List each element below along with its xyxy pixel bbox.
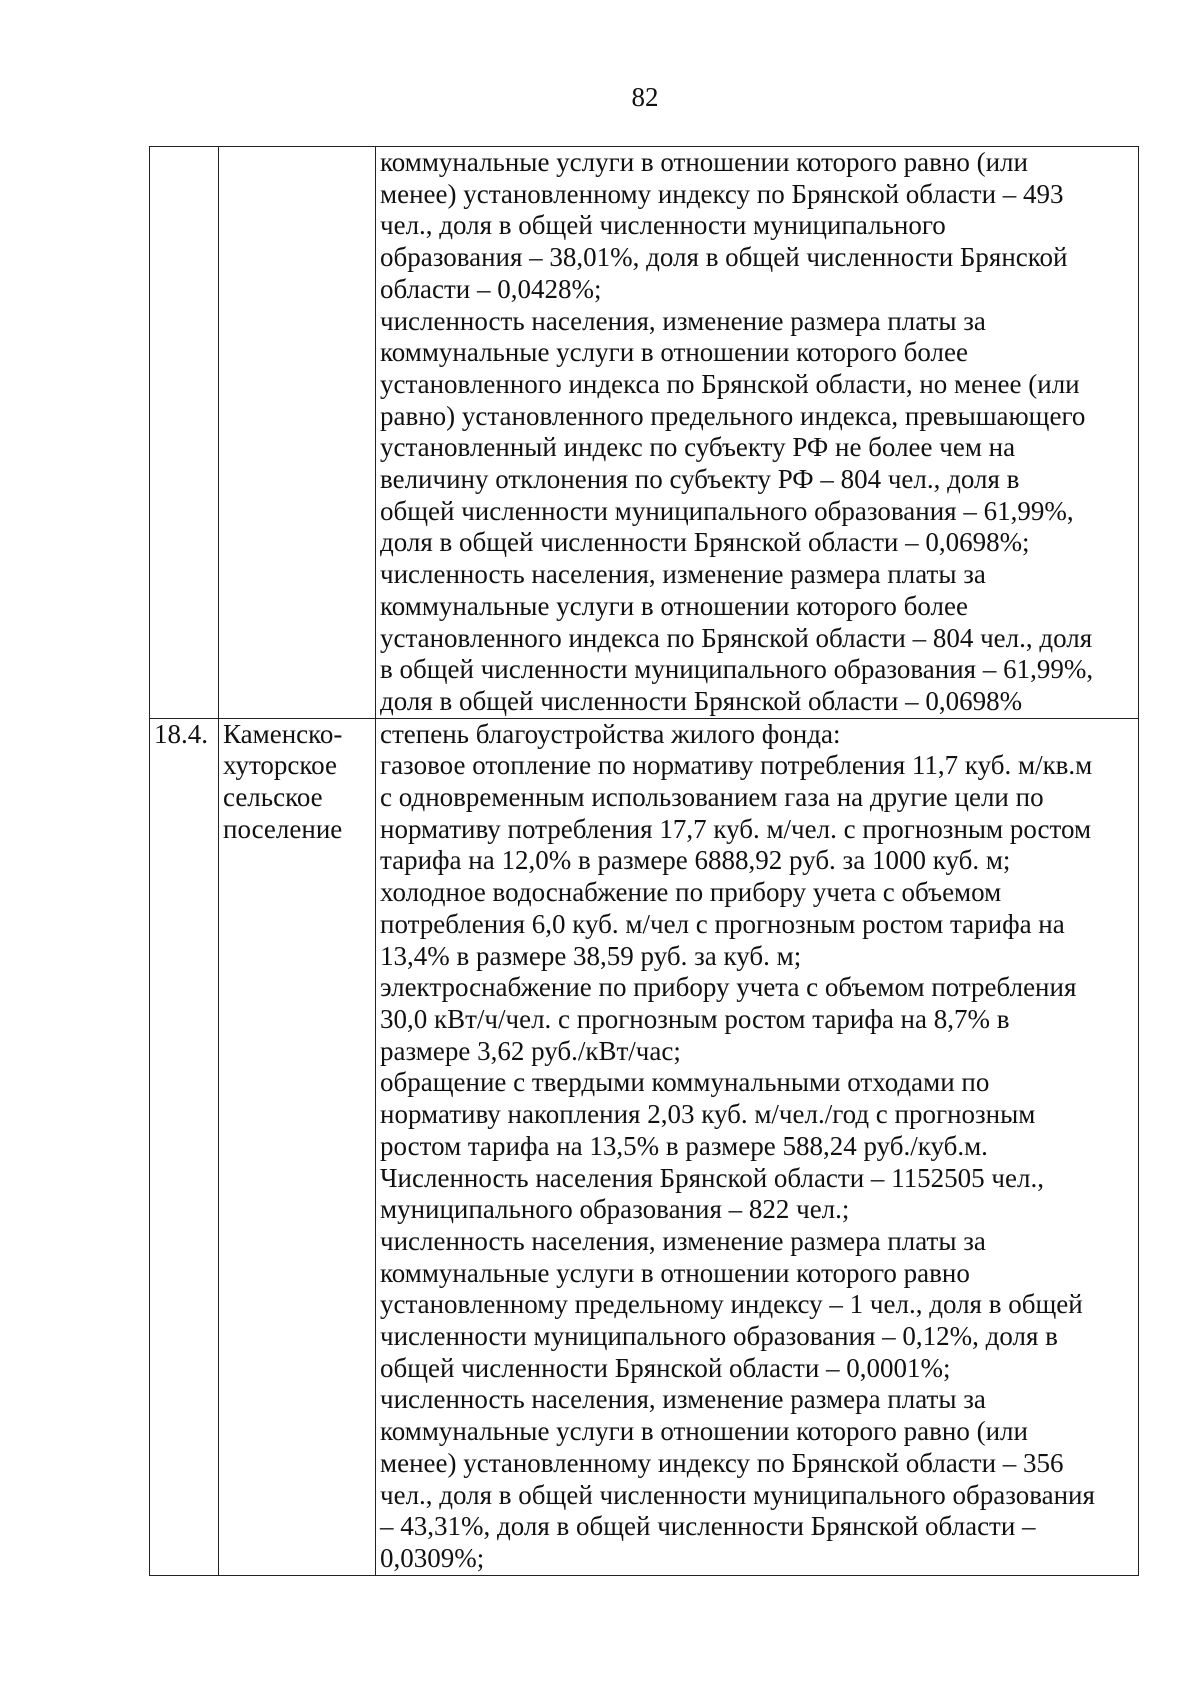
text-line: чел., доля в общей численности муниципального (380, 210, 946, 241)
text-line: холодное водоснабжение по прибору учета с объемом (380, 877, 1002, 908)
text-line: чел., доля в общей численности муниципального образования (380, 1479, 1095, 1510)
settlement-name-cell (219, 147, 376, 719)
text-line: численность населения, изменение размера платы за (380, 1225, 986, 1256)
text-line: коммунальные услуги в отношении которого более (380, 337, 968, 368)
text-line: менее) установленному индексу по Брянской области – 493 (380, 178, 1064, 209)
text-line: ростом тарифа на 13,5% в размере 588,24 руб./куб.м. (380, 1130, 988, 1161)
text-line: величину отклонения по субъекту РФ – 804 чел., доля в (380, 464, 1020, 495)
text-line: образования – 38,01%, доля в общей численности Брянской (380, 242, 1068, 273)
settlement-name-line: сельское (223, 782, 323, 813)
text-line: нормативу накопления 2,03 куб. м/чел./год с прогнозным (380, 1099, 1036, 1130)
text-line: менее) установленному индексу по Брянской области – 356 (380, 1447, 1064, 1478)
text-line: равно) установленного предельного индекса, превышающего (380, 400, 1086, 431)
table-row (150, 147, 1139, 719)
text-line: тарифа на 12,0% в размере 6888,92 руб. за 1000 куб. м; (380, 845, 1011, 876)
text-line: доля в общей численности Брянской области – 0,0698% (380, 685, 1023, 716)
description-cell (376, 147, 1139, 719)
text-line: численности муниципального образования – 0,12%, доля в (380, 1321, 1058, 1352)
text-line: обращение с твердыми коммунальными отходами по (380, 1067, 990, 1098)
text-line: установленный индекс по субъекту РФ не более чем на (380, 432, 1016, 463)
description-cell (376, 718, 1139, 1575)
text-line: численность населения, изменение размера платы за (380, 559, 986, 590)
text-line: – 43,31%, доля в общей численности Брянской области – (380, 1511, 1036, 1542)
row-number-cell (150, 147, 219, 719)
text-line: Численность населения Брянской области – 1152505 чел., (380, 1162, 1044, 1193)
text-line: коммунальные услуги в отношении которого более (380, 590, 968, 621)
text-line: в общей численности муниципального образования – 61,99%, (380, 654, 1094, 685)
table-row (150, 718, 1139, 1575)
text-line: численность населения, изменение размера платы за (380, 305, 986, 336)
text-line: области – 0,0428%; (380, 273, 602, 304)
settlement-name-line: поселение (223, 813, 343, 844)
document-table (149, 146, 1139, 1576)
text-line: установленного индекса по Брянской области, но менее (или (380, 368, 1080, 399)
text-line: потребления 6,0 куб. м/чел с прогнозным ростом тарифа на (380, 908, 1065, 939)
text-line: коммунальные услуги в отношении которого равно (или (380, 147, 1028, 177)
settlement-name-line: Каменско- (223, 718, 343, 749)
text-line: коммунальные услуги в отношении которого равно (380, 1257, 970, 1288)
text-line: общей численности муниципального образования – 61,99%, (380, 495, 1074, 526)
text-line: 30,0 кВт/ч/чел. с прогнозным ростом тарифа на 8,7% в (380, 1003, 1010, 1034)
page-number: 82 (631, 82, 659, 112)
text-line: нормативу потребления 17,7 куб. м/чел. с прогнозным ростом (380, 813, 1092, 844)
text-line: численность населения, изменение размера платы за (380, 1384, 986, 1415)
text-line: коммунальные услуги в отношении которого равно (или (380, 1416, 1028, 1447)
text-line: установленного индекса по Брянской области – 804 чел., доля (380, 622, 1093, 653)
text-line: муниципального образования – 822 чел.; (380, 1194, 850, 1225)
text-line: размере 3,62 руб./кВт/час; (380, 1035, 681, 1066)
row-number-cell: 18.4. (150, 718, 219, 1575)
text-line: установленному предельному индексу – 1 чел., доля в общей (380, 1289, 1083, 1320)
text-line: с одновременным использованием газа на другие цели по (380, 782, 1044, 813)
text-line: 0,0309%; (380, 1542, 485, 1573)
text-line: 13,4% в размере 38,59 руб. за куб. м; (380, 940, 802, 971)
text-line: доля в общей численности Брянской области – 0,0698%; (380, 527, 1030, 558)
settlement-name-cell (219, 718, 376, 1575)
text-line: газовое отопление по нормативу потребления 11,7 куб. м/кв.м (380, 750, 1093, 781)
settlement-name-line: хуторское (223, 750, 337, 781)
text-line: степень благоустройства жилого фонда: (380, 718, 841, 749)
text-line: общей численности Брянской области – 0,0001%; (380, 1352, 951, 1383)
text-line: электроснабжение по прибору учета с объемом потребления (380, 972, 1077, 1003)
